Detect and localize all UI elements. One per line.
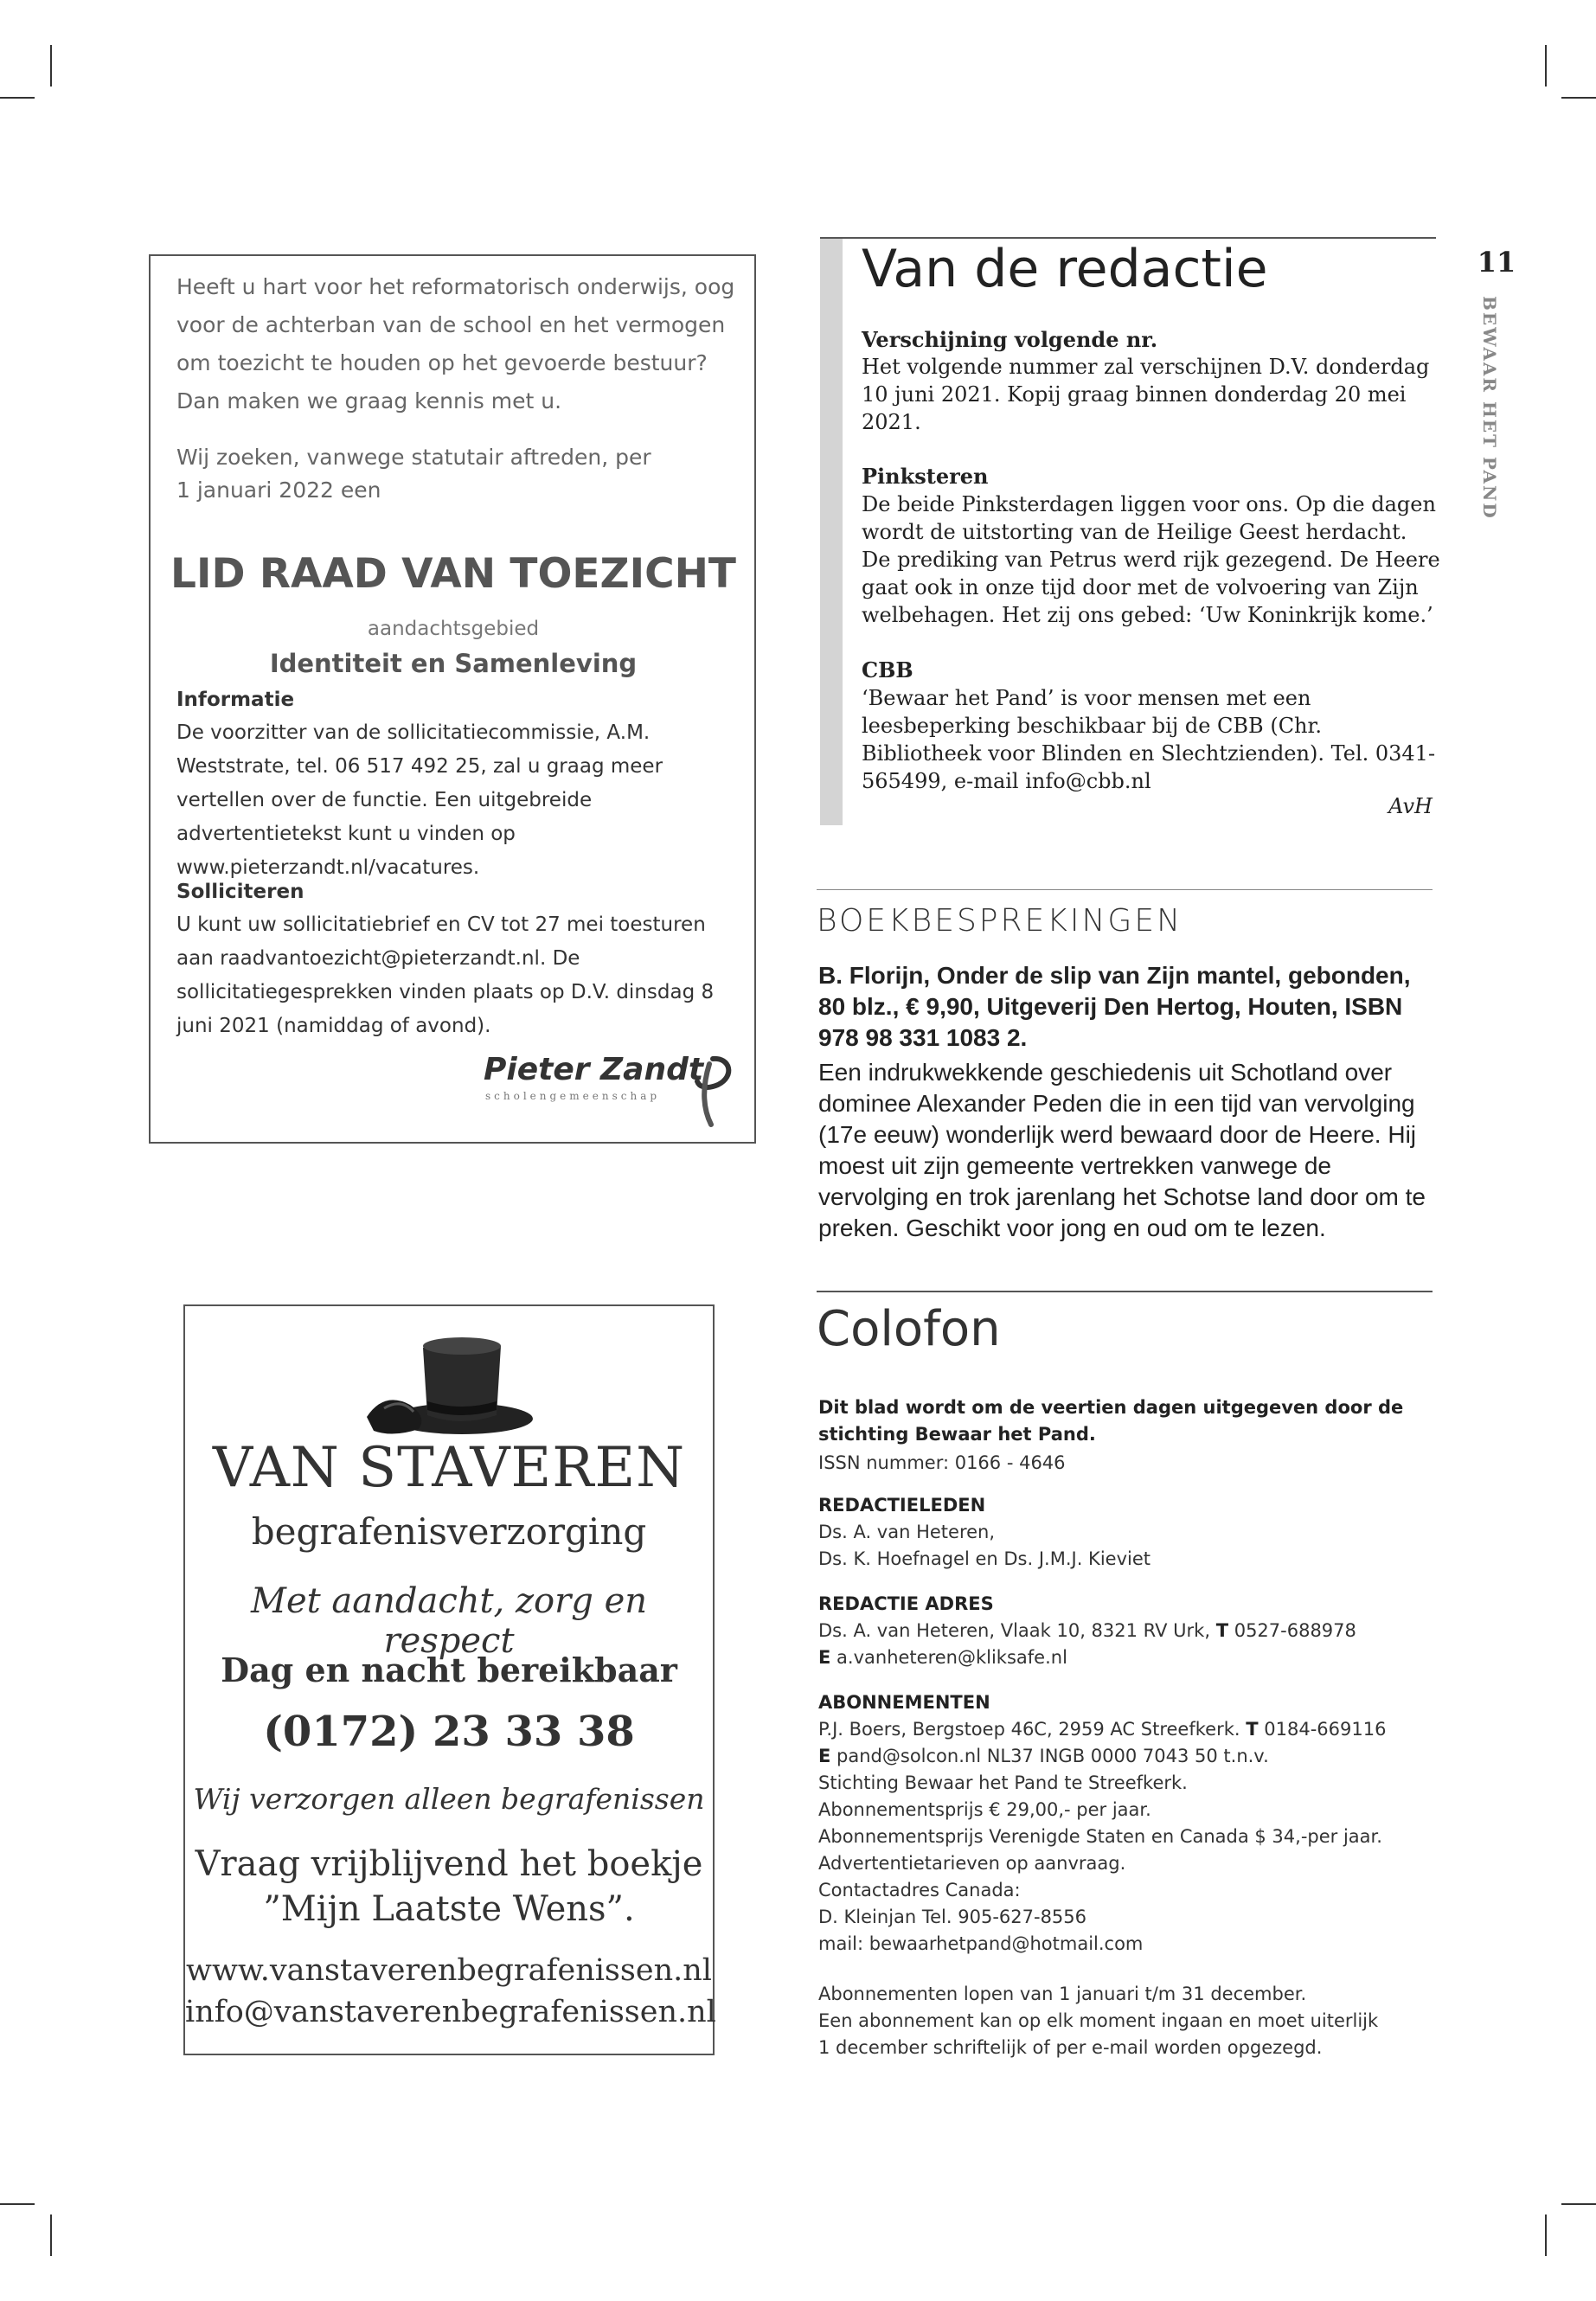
editors-line: Ds. K. Hoefnagel en Ds. J.M.J. Kieviet: [818, 1548, 1151, 1569]
subs-address: P.J. Boers, Bergstoep 46C, 2959 AC Streefkerk.: [818, 1719, 1240, 1740]
email-label: E: [818, 1746, 831, 1766]
funeral-name: VAN STAVEREN: [212, 1436, 686, 1500]
funeral-service: begrafenisverzorging: [251, 1510, 647, 1553]
logo-mark-icon: [687, 1052, 739, 1130]
redactie-signature: AvH: [1388, 794, 1433, 818]
funeral-website: www.vanstaverenbegrafenissen.nl: [186, 1953, 712, 1988]
books-body: Een indrukwekkende geschiedenis uit Schotland over dominee Alexander Peden die in een tijd van vervolging (17e eeuw) wonderlijk werd bewaard door de Heere. Hij moest uit zijn gemeente vertrekken vanwege de vervolging en trok jarenlang het Schotse land door om te preken. Geschikt voor jong en oud om te lezen.: [818, 1059, 1426, 1241]
closing-line: Abonnementen lopen van 1 januari t/m 31 december.: [818, 1984, 1307, 2004]
logo-name: Pieter Zandt: [484, 1052, 704, 1087]
address-email: a.vanheteren@kliksafe.nl: [836, 1647, 1067, 1668]
redactie-s2-heading: Pinksteren: [862, 464, 989, 489]
closing-line: 1 december schriftelijk of per e-mail worden opgezegd.: [818, 2037, 1323, 2058]
crop-mark: [1561, 2203, 1596, 2205]
colofon-address: [818, 1618, 1441, 1671]
pieter-zandt-logo: [484, 1052, 743, 1130]
subs-line: Stichting Bewaar het Pand te Streefkerk.: [818, 1772, 1188, 1793]
running-title: [1471, 296, 1509, 520]
funeral-availability: Dag en nacht bereikbaar: [221, 1650, 677, 1689]
address-line: [818, 1618, 1441, 1644]
tel-label: T: [1246, 1719, 1259, 1740]
redactie-sidebar: [820, 239, 843, 825]
address-tel: 0527-688978: [1234, 1620, 1356, 1641]
subs-tel: 0184-669116: [1264, 1719, 1387, 1740]
subs-line: D. Kleinjan Tel. 905-627-8556: [818, 1907, 1087, 1927]
redactie-s1-body: Het volgende nummer zal verschijnen D.V. donderdag 10 juni 2021. Kopij graag binnen donderdag 20 mei 2021.: [862, 355, 1430, 434]
editors-line: Ds. A. van Heteren,: [818, 1522, 996, 1542]
subs-email: pand@solcon.nl NL37 INGB 0000 7043 50 t.n.v.: [836, 1746, 1269, 1766]
vacancy-search: Wij zoeken, vanwege statutair aftreden, per 1 januari 2022 een: [176, 445, 651, 503]
redactie-s3-heading: CBB: [862, 657, 913, 683]
funeral-phone: (0172) 23 33 38: [263, 1708, 635, 1756]
colofon-editors: [818, 1519, 1441, 1573]
colofon-issn: ISSN nummer: 0166 - 4646: [818, 1452, 1066, 1473]
redactie-title: Van de redactie: [862, 239, 1268, 299]
crop-mark: [50, 2214, 52, 2256]
funeral-email: info@vanstaverenbegrafenissen.nl: [185, 1995, 716, 2029]
top-hat-icon: [358, 1322, 540, 1443]
redactie-s3-body: ‘Bewaar het Pand’ is voor mensen met een leesbeperking beschikbaar bij de CBB (Chr. Bibliotheek voor Blinden en Slechtzienden). Tel. 0341- 565499, e-mail info@cbb.nl: [862, 686, 1436, 793]
tel-label: T: [1215, 1620, 1229, 1641]
vacancy-intro: Heeft u hart voor het reformatorisch onderwijs, oog voor de achterban van de school en het vermogen om toezicht te houden op het gevoerde bestuur? Dan maken we graag kennis met u.: [176, 274, 735, 413]
redactie-s1-heading: Verschijning volgende nr.: [862, 327, 1158, 352]
vacancy-subtitle: Identiteit en Samenleving: [269, 649, 638, 678]
crop-mark: [1545, 2214, 1547, 2256]
funeral-offer-line1: Vraag vrijblijvend het boekje: [195, 1844, 703, 1884]
funeral-ad: [183, 1304, 715, 2055]
running-title-text: BEWAAR HET PAND: [1479, 296, 1500, 520]
books-heading: B. Florijn, Onder de slip van Zijn mantel, gebonden, 80 blz., € 9,90, Uitgeverij Den Hertog, Houten, ISBN 978 98 331 1083 2.: [818, 962, 1411, 1051]
colofon-subscriptions: [818, 1716, 1441, 1958]
colofon-closing: [818, 1981, 1441, 2061]
crop-mark: [1545, 45, 1547, 87]
closing-line: Een abonnement kan op elk moment ingaan en moet uiterlijk: [818, 2010, 1379, 2031]
colofon-subs-heading: ABONNEMENTEN: [818, 1692, 990, 1713]
crop-mark: [1561, 97, 1596, 99]
subs-line: Contactadres Canada:: [818, 1880, 1021, 1900]
logo-tagline: scholengemeenschap: [485, 1090, 661, 1102]
books-title: BOEKBESPREKINGEN: [817, 903, 1183, 939]
crop-mark: [0, 97, 35, 99]
subs-line: mail: bewaarhetpand@hotmail.com: [818, 1933, 1144, 1954]
funeral-motto: Met aandacht, zorg en respect: [250, 1581, 648, 1661]
vacancy-apply-body: U kunt uw sollicitatiebrief en CV tot 27 mei toesturen aan raadvantoezicht@pieterzandt.nl. De sollicitatiegesprekken vinden plaats op D.V. dinsdag 8 juni 2021 (namiddag of avond).: [176, 913, 715, 1037]
colofon-address-heading: REDACTIE ADRES: [818, 1593, 994, 1614]
subs-line: Abonnementsprijs € 29,00,- per jaar.: [818, 1799, 1151, 1820]
address-email-line: [818, 1644, 1441, 1671]
address-text: Ds. A. van Heteren, Vlaak 10, 8321 RV Urk,: [818, 1620, 1210, 1641]
page-number: 11: [1477, 246, 1516, 279]
colofon-title: Colofon: [817, 1301, 1001, 1357]
colofon-editors-heading: REDACTIELEDEN: [818, 1495, 986, 1516]
vacancy-title: LID RAAD VAN TOEZICHT: [170, 550, 736, 598]
crop-mark: [50, 45, 52, 87]
subs-line: [818, 1716, 1441, 1743]
books-rule: [817, 889, 1433, 890]
funeral-offer-line2: ”Mijn Laatste Wens”.: [263, 1889, 635, 1929]
funeral-specialty: Wij verzorgen alleen begrafenissen: [193, 1782, 705, 1816]
redactie-s2-body: De beide Pinksterdagen liggen voor ons. Op die dagen wordt de uitstorting van de Heilige Geest herdacht. De prediking van Petrus werd rijk gezegend. De Heere gaat ook in onze tijd door met de volvoering van Zijn welbehagen. Het zij ons gebed: ‘Uw Koninkrijk kome.’: [862, 492, 1440, 627]
colofon-intro: Dit blad wordt om de veertien dagen uitgegeven door de stichting Bewaar het Pand.: [818, 1397, 1404, 1445]
vacancy-apply-heading: Solliciteren: [176, 881, 304, 903]
email-label: E: [818, 1647, 831, 1668]
colofon-rule: [817, 1291, 1433, 1292]
vacancy-info-body: De voorzitter van de sollicitatiecommissie, A.M. Weststrate, tel. 06 517 492 25, zal u graag meer vertellen over de functie. Een uitgebreide advertentietekst kunt u vinden op www.pieterzandt.nl/vacatures.: [176, 721, 663, 879]
subs-line: [818, 1743, 1441, 1770]
vacancy-ad: [149, 254, 756, 1144]
subs-line: Advertentietarieven op aanvraag.: [818, 1853, 1126, 1874]
crop-mark: [0, 2203, 35, 2205]
vacancy-info-heading: Informatie: [176, 689, 295, 711]
vacancy-subtitle-small: aandachtsgebied: [367, 618, 540, 640]
subs-line: Abonnementsprijs Verenigde Staten en Canada $ 34,-per jaar.: [818, 1826, 1382, 1847]
